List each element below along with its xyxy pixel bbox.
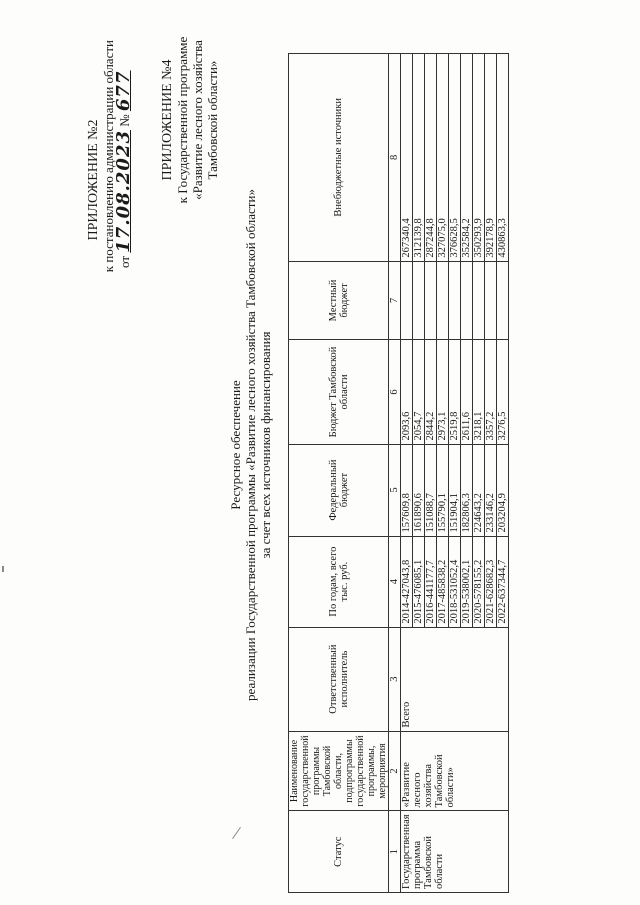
header-other: Внебюджетные источники xyxy=(289,54,389,262)
federal-cell: 161890,6 xyxy=(413,444,425,536)
header-local: Местный бюджет xyxy=(289,261,389,340)
header-years: По годам, всего тыс. руб. xyxy=(289,536,389,627)
program-name-cell: «Развитие лесного хозяйства Тамбовской области» xyxy=(401,731,509,811)
appendix-4-line-3: «Развитие лесного хозяйства xyxy=(190,40,205,200)
heading-line-1: Ресурсное обеспечение xyxy=(228,380,243,510)
heading-line-3: за счет всех источников финансирования xyxy=(258,331,273,559)
column-number: 1 xyxy=(389,811,401,893)
document-heading xyxy=(228,65,273,825)
header-name: Наименование государственной программы Тамбовской области, подпрограммы государственной программы, мероприятия xyxy=(289,731,389,811)
year-total-cell: 2022-637344,7 xyxy=(497,536,509,627)
other-cell: 312139,8 xyxy=(413,54,425,262)
other-cell: 352584,2 xyxy=(461,54,473,262)
other-cell: 430863,3 xyxy=(497,54,509,262)
other-cell: 287244,8 xyxy=(425,54,437,262)
column-number: 8 xyxy=(389,54,401,262)
other-cell: 392178,9 xyxy=(485,54,497,262)
year-total-cell: 2015-476085,1 xyxy=(413,536,425,627)
regional-cell: 2844,2 xyxy=(425,340,437,444)
regional-cell: 2054,7 xyxy=(413,340,425,444)
year-total-cell: 2016-441177,7 xyxy=(425,536,437,627)
column-number: 5 xyxy=(389,444,401,536)
decree-number: 677 xyxy=(113,70,134,112)
year-total-cell: 2021-628682,3 xyxy=(485,536,497,627)
table-header-row xyxy=(289,54,389,893)
regional-cell: 3357,2 xyxy=(485,340,497,444)
other-cell: 350293,9 xyxy=(473,54,485,262)
column-number-row xyxy=(389,54,401,893)
resource-table xyxy=(288,53,509,893)
appendix-2-block xyxy=(86,40,132,320)
appendix-2-line: к постановлению администрации области xyxy=(101,40,116,273)
year-total-cell: 2017-485838,2 xyxy=(437,536,449,627)
regional-cell: 2093,6 xyxy=(401,340,413,444)
header-federal: Федеральный бюджет xyxy=(289,444,389,536)
column-number: 2 xyxy=(389,731,401,811)
federal-cell: 224643,2 xyxy=(473,444,485,536)
federal-cell: 155790,1 xyxy=(437,444,449,536)
status-cell: Государственная программа Тамбовской области xyxy=(401,811,509,893)
header-executor: Ответственный исполнитель xyxy=(289,627,389,731)
year-total-cell: 2019-538002,1 xyxy=(461,536,473,627)
table-row xyxy=(401,54,413,893)
column-number: 4 xyxy=(389,536,401,627)
heading-line-2: реализации Государственной программы «Развитие лесного хозяйства Тамбовской области» xyxy=(243,189,258,701)
appendix-4-line-2: к Государственной программе xyxy=(175,36,190,204)
appendix-4-line-4: Тамбовской области» xyxy=(205,60,220,180)
column-number: 7 xyxy=(389,261,401,340)
other-cell: 327075,0 xyxy=(437,54,449,262)
local-cell xyxy=(461,261,473,340)
local-cell xyxy=(497,261,509,340)
column-number: 6 xyxy=(389,340,401,444)
federal-cell: 182806,3 xyxy=(461,444,473,536)
decree-date: 17.08.2023 xyxy=(113,130,134,253)
year-total-cell: 2014-427043,8 xyxy=(401,536,413,627)
regional-cell: 2611,6 xyxy=(461,340,473,444)
federal-cell: 151088,7 xyxy=(425,444,437,536)
year-total-cell: 2018-531052,4 xyxy=(449,536,461,627)
regional-cell: 3218,1 xyxy=(473,340,485,444)
federal-cell: 233146,2 xyxy=(485,444,497,536)
from-label: от xyxy=(117,255,132,268)
local-cell xyxy=(437,261,449,340)
number-label: № xyxy=(117,114,132,127)
local-cell xyxy=(473,261,485,340)
appendix-4-title: ПРИЛОЖЕНИЕ №4 xyxy=(160,59,175,181)
local-cell xyxy=(449,261,461,340)
local-cell xyxy=(413,261,425,340)
appendix-2-title: ПРИЛОЖЕНИЕ №2 xyxy=(86,119,101,241)
regional-cell: 2519,8 xyxy=(449,340,461,444)
regional-cell: 3276,5 xyxy=(497,340,509,444)
regional-cell: 2973,1 xyxy=(437,340,449,444)
local-cell xyxy=(485,261,497,340)
column-number: 3 xyxy=(389,627,401,731)
header-regional: Бюджет Тамбовской области xyxy=(289,340,389,444)
federal-cell: 151904,1 xyxy=(449,444,461,536)
federal-cell: 203204,9 xyxy=(497,444,509,536)
year-total-cell: 2020-578155,2 xyxy=(473,536,485,627)
other-cell: 376628,5 xyxy=(449,54,461,262)
local-cell xyxy=(401,261,413,340)
header-status: Статус xyxy=(289,811,389,893)
other-cell: 267340,4 xyxy=(401,54,413,262)
executor-cell: Всего xyxy=(401,627,509,731)
federal-cell: 157609,8 xyxy=(401,444,413,536)
scan-mark xyxy=(2,566,4,572)
appendix-2-date-line xyxy=(113,40,134,320)
local-cell xyxy=(425,261,437,340)
appendix-4-block xyxy=(160,15,220,225)
